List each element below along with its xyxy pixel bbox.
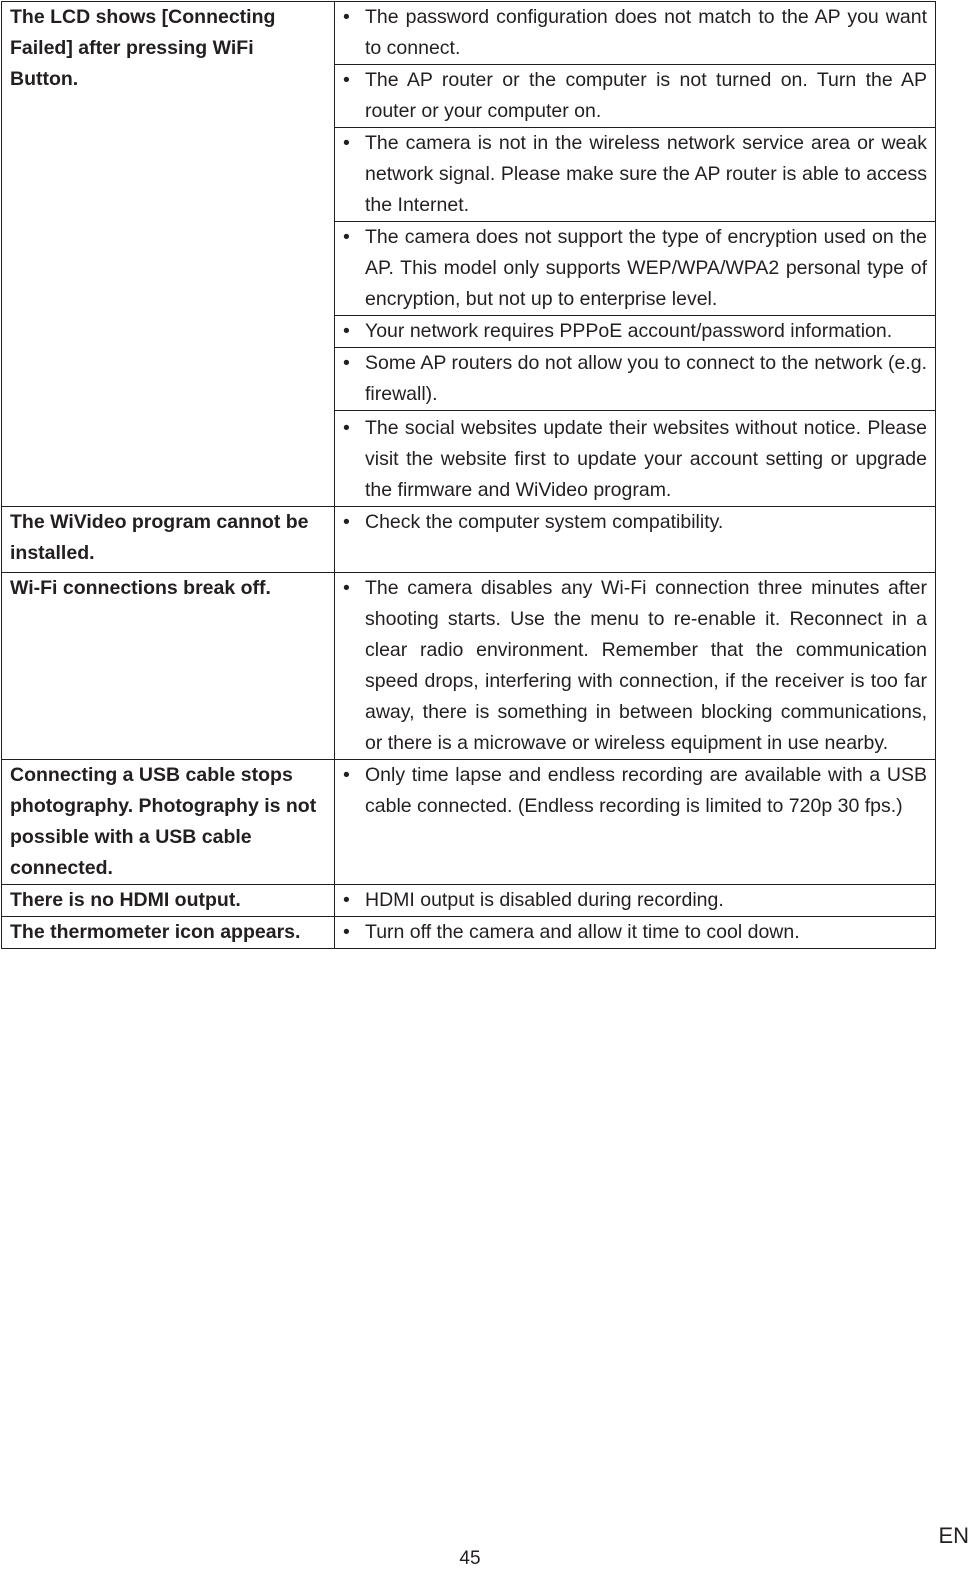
page-number: 45 [459, 1548, 481, 1569]
language-tag: EN [938, 1523, 969, 1548]
solution-item: • Turn off the camera and allow it time to cool down. [365, 917, 927, 948]
solution-cell [335, 411, 936, 507]
solution-cell [335, 316, 936, 348]
table-row [2, 885, 936, 917]
bullet-icon: • [343, 69, 350, 91]
solution-item: • The social websites update their websites without notice. Please visit the website first to update your account setting or upgrade the firmware and WiVideo program. [365, 413, 927, 506]
solution-item: • The camera disables any Wi-Fi connection three minutes after shooting starts. Use the menu to re-enable it. Reconnect in a clear radio environment. Remember that the communication speed drops, interfering with connection, if the receiver is too far away, there is something in between blocking communications, or there is a microwave or wireless equipment in use nearby. [365, 573, 927, 759]
table-row [2, 507, 936, 573]
bullet-icon: • [343, 6, 350, 28]
bullet-icon: • [343, 921, 350, 943]
solution-item: • The AP router or the computer is not turned on. Turn the AP router or your computer on. [365, 65, 927, 127]
bullet-icon: • [343, 417, 350, 439]
solution-item: • The camera does not support the type of encryption used on the AP. This model only supports WEP/WPA/WPA2 personal type of encryption, but not up to enterprise level. [365, 222, 927, 315]
table-row [2, 760, 936, 885]
bullet-icon: • [343, 132, 350, 154]
bullet-icon: • [343, 511, 350, 533]
bullet-icon: • [343, 320, 350, 342]
problem-text: The WiVideo program cannot be installed. [10, 511, 309, 564]
solution-cell [335, 885, 936, 917]
bullet-icon: • [343, 352, 350, 374]
solution-item: • Your network requires PPPoE account/password information. [365, 316, 927, 347]
problem-cell [2, 573, 335, 760]
problem-cell [2, 760, 335, 885]
solution-item: • The camera is not in the wireless network service area or weak network signal. Please make sure the AP router is able to access the Internet. [365, 128, 927, 221]
solution-item: • Only time lapse and endless recording are available with a USB cable connected. (Endless recording is limited to 720p 30 fps.) [365, 760, 927, 822]
bullet-icon: • [343, 226, 350, 248]
bullet-icon: • [343, 577, 350, 599]
solution-cell [335, 917, 936, 949]
problem-text: There is no HDMI output. [10, 889, 241, 911]
bullet-icon: • [343, 764, 350, 786]
problem-text: The LCD shows [Connecting Failed] after pressing WiFi Button. [10, 6, 276, 90]
solution-cell [335, 507, 936, 573]
solution-item: • HDMI output is disabled during recording. [365, 885, 927, 916]
solution-cell [335, 760, 936, 885]
troubleshooting-table [1, 1, 936, 949]
solution-item: • Some AP routers do not allow you to connect to the network (e.g. firewall). [365, 348, 927, 410]
problem-text: Wi-Fi connections break off. [10, 577, 271, 599]
solution-cell [335, 348, 936, 411]
bullet-icon: • [343, 889, 350, 911]
solution-cell [335, 65, 936, 128]
problem-cell [2, 507, 335, 573]
problem-cell [2, 885, 335, 917]
table-row [2, 573, 936, 760]
solution-item: • The password configuration does not match to the AP you want to connect. [365, 2, 927, 64]
problem-text: The thermometer icon appears. [10, 921, 301, 943]
solution-cell [335, 573, 936, 760]
solution-cell [335, 128, 936, 222]
table-row [2, 917, 936, 949]
solution-item: • Check the computer system compatibility. [365, 507, 927, 538]
problem-cell [2, 2, 335, 507]
table-row [2, 2, 936, 65]
solution-cell [335, 2, 936, 65]
problem-text: Connecting a USB cable stops photography. Photography is not possible with a USB cable connected. [10, 764, 317, 879]
problem-cell [2, 917, 335, 949]
solution-cell [335, 222, 936, 316]
